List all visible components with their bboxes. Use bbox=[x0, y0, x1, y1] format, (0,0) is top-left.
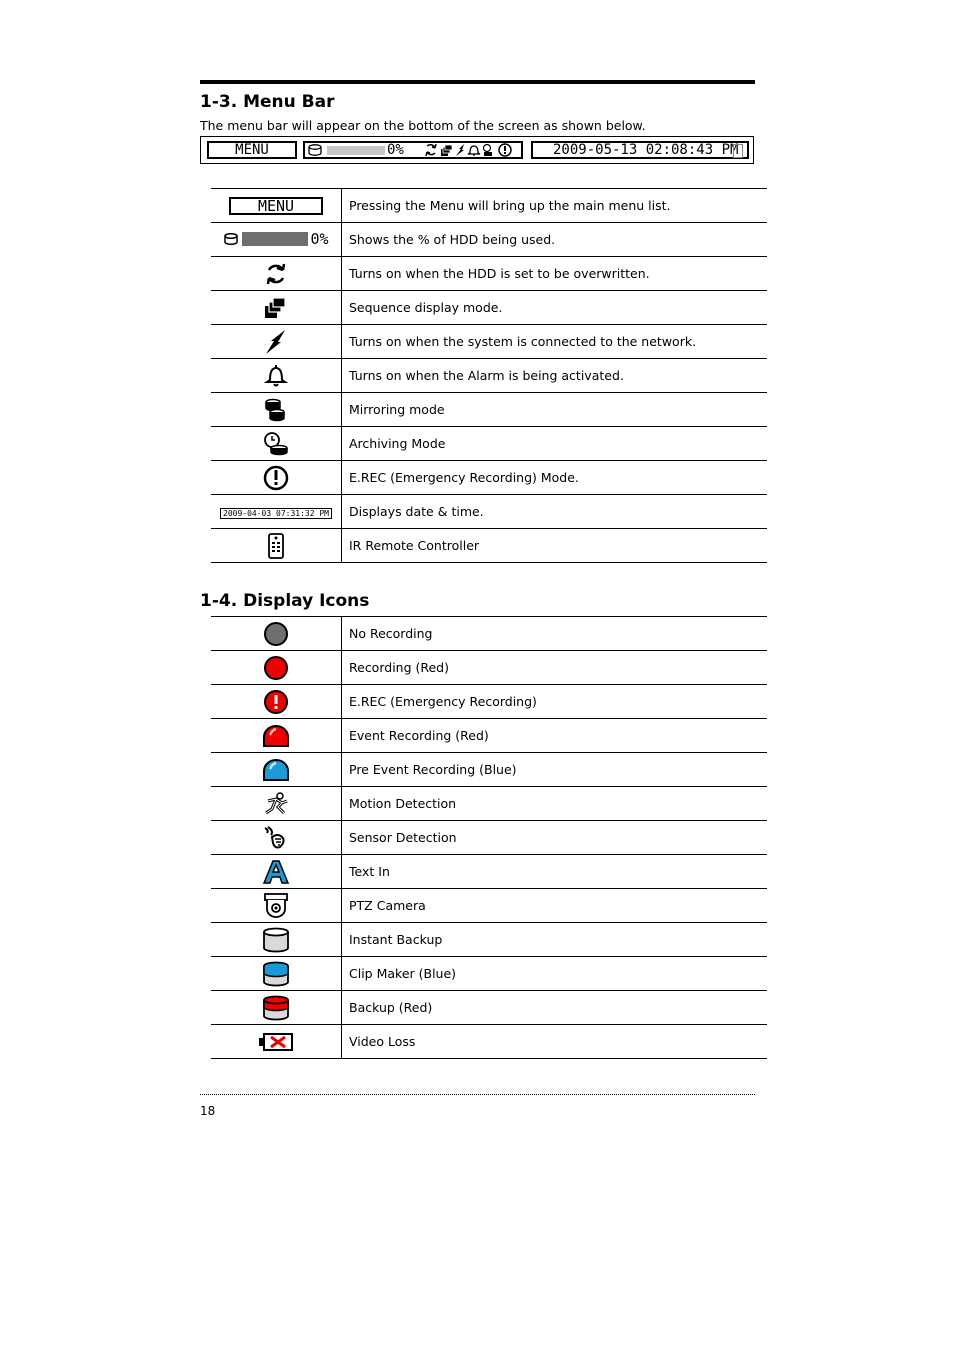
sequence-icon bbox=[263, 296, 289, 320]
icon-cell bbox=[211, 291, 342, 325]
no-recording-icon bbox=[263, 621, 289, 647]
description-cell: Sequence display mode. bbox=[342, 291, 768, 325]
menu-bar-illustration bbox=[200, 136, 754, 164]
description-cell: Recording (Red) bbox=[342, 651, 768, 685]
table-row bbox=[211, 461, 767, 495]
sensor-detection-icon bbox=[262, 825, 290, 851]
hdd-usage-icon: 0% bbox=[223, 230, 328, 248]
alarm-bell-icon bbox=[263, 363, 289, 389]
icon-cell bbox=[211, 719, 342, 753]
description-cell: PTZ Camera bbox=[342, 889, 768, 923]
description-cell: Turns on when the system is connected to the network. bbox=[342, 325, 768, 359]
network-icon bbox=[263, 328, 289, 356]
event-recording-icon bbox=[261, 723, 291, 749]
overwrite-icon bbox=[263, 261, 289, 287]
description-cell: Backup (Red) bbox=[342, 991, 768, 1025]
section-heading-menu-bar: 1-3. Menu Bar bbox=[200, 92, 335, 112]
description-cell: Clip Maker (Blue) bbox=[342, 957, 768, 991]
table-row bbox=[211, 957, 767, 991]
menubar-datetime-box bbox=[531, 141, 749, 159]
icon-cell bbox=[211, 685, 342, 719]
motion-detection-icon bbox=[262, 791, 290, 817]
icon-cell bbox=[211, 359, 342, 393]
icon-cell bbox=[211, 495, 342, 529]
section-heading-display-icons: 1-4. Display Icons bbox=[200, 591, 370, 611]
ir-remote-icon bbox=[267, 532, 285, 560]
icon-cell bbox=[211, 787, 342, 821]
description-cell: Text In bbox=[342, 855, 768, 889]
erec-red-icon bbox=[263, 689, 289, 715]
table-row bbox=[211, 719, 767, 753]
hdd-icon bbox=[308, 144, 322, 156]
description-cell: Instant Backup bbox=[342, 923, 768, 957]
table-row bbox=[211, 427, 767, 461]
description-cell: E.REC (Emergency Recording) bbox=[342, 685, 768, 719]
table-row bbox=[211, 889, 767, 923]
table-row bbox=[211, 393, 767, 427]
menubar-datetime: 2009-05-13 02:08:43 PM bbox=[553, 142, 739, 158]
erec-icon bbox=[262, 464, 290, 492]
table-row bbox=[211, 991, 767, 1025]
table-row bbox=[211, 359, 767, 393]
text-in-icon bbox=[261, 859, 291, 885]
description-cell: Event Recording (Red) bbox=[342, 719, 768, 753]
icon-cell bbox=[211, 325, 342, 359]
icon-cell bbox=[211, 991, 342, 1025]
top-rule bbox=[200, 80, 755, 84]
description-cell: Displays date & time. bbox=[342, 495, 768, 529]
clip-maker-icon bbox=[261, 961, 291, 987]
icon-cell bbox=[211, 393, 342, 427]
table-row bbox=[211, 1025, 767, 1059]
table-row bbox=[211, 325, 767, 359]
menubar-hdd-box bbox=[303, 141, 523, 159]
table-row bbox=[211, 257, 767, 291]
icon-cell bbox=[211, 257, 342, 291]
page-number: 18 bbox=[200, 1104, 216, 1118]
description-cell: Archiving Mode bbox=[342, 427, 768, 461]
table-row bbox=[211, 923, 767, 957]
display-icons-table bbox=[211, 616, 767, 1059]
instant-backup-icon bbox=[261, 927, 291, 953]
icon-cell bbox=[211, 529, 342, 563]
icon-cell bbox=[211, 461, 342, 495]
description-cell: Turns on when the HDD is set to be overwritten. bbox=[342, 257, 768, 291]
description-cell: Shows the % of HDD being used. bbox=[342, 223, 768, 257]
table-row bbox=[211, 617, 767, 651]
mirroring-icon bbox=[263, 397, 289, 423]
hdd-usage-bar bbox=[327, 146, 385, 155]
status-icons bbox=[423, 143, 519, 157]
icon-cell bbox=[211, 1025, 342, 1059]
video-loss-icon bbox=[258, 1031, 294, 1053]
description-cell: Video Loss bbox=[342, 1025, 768, 1059]
icon-cell bbox=[211, 617, 342, 651]
icon-cell bbox=[211, 427, 342, 461]
intro-text: The menu bar will appear on the bottom of the screen as shown below. bbox=[200, 118, 646, 133]
table-row bbox=[211, 291, 767, 325]
table-row bbox=[211, 529, 767, 563]
icon-cell bbox=[211, 923, 342, 957]
table-row bbox=[211, 787, 767, 821]
description-cell: Mirroring mode bbox=[342, 393, 768, 427]
menu-bar-table bbox=[211, 188, 767, 563]
table-row bbox=[211, 495, 767, 529]
ptz-camera-icon bbox=[262, 892, 290, 920]
description-cell: No Recording bbox=[342, 617, 768, 651]
icon-cell bbox=[211, 855, 342, 889]
backup-red-icon bbox=[261, 995, 291, 1021]
hdd-percent: 0% bbox=[387, 142, 404, 158]
icon-cell bbox=[211, 189, 342, 223]
icon-cell bbox=[211, 651, 342, 685]
menubar-menu-box: MENU bbox=[207, 141, 297, 159]
description-cell: Turns on when the Alarm is being activated. bbox=[342, 359, 768, 393]
icon-cell bbox=[211, 889, 342, 923]
description-cell: E.REC (Emergency Recording) Mode. bbox=[342, 461, 768, 495]
description-cell: Pressing the Menu will bring up the main menu list. bbox=[342, 189, 768, 223]
recording-red-icon bbox=[263, 655, 289, 681]
table-row bbox=[211, 753, 767, 787]
table-row bbox=[211, 685, 767, 719]
icon-cell bbox=[211, 223, 342, 257]
description-cell: Motion Detection bbox=[342, 787, 768, 821]
table-row bbox=[211, 855, 767, 889]
status-icons-strip bbox=[423, 143, 519, 157]
footer-rule bbox=[200, 1094, 755, 1095]
table-row bbox=[211, 189, 767, 223]
description-cell: Pre Event Recording (Blue) bbox=[342, 753, 768, 787]
table-row bbox=[211, 821, 767, 855]
menu-button: MENU bbox=[229, 197, 323, 215]
description-cell: Sensor Detection bbox=[342, 821, 768, 855]
table-row bbox=[211, 223, 767, 257]
remote-indicator-icon bbox=[733, 144, 743, 158]
datetime-display: 2009-04-03 07:31:32 PM bbox=[220, 508, 332, 519]
pre-event-recording-icon bbox=[261, 757, 291, 783]
table-row bbox=[211, 651, 767, 685]
description-cell: IR Remote Controller bbox=[342, 529, 768, 563]
icon-cell bbox=[211, 821, 342, 855]
icon-cell bbox=[211, 753, 342, 787]
archiving-icon bbox=[262, 431, 290, 457]
icon-cell bbox=[211, 957, 342, 991]
